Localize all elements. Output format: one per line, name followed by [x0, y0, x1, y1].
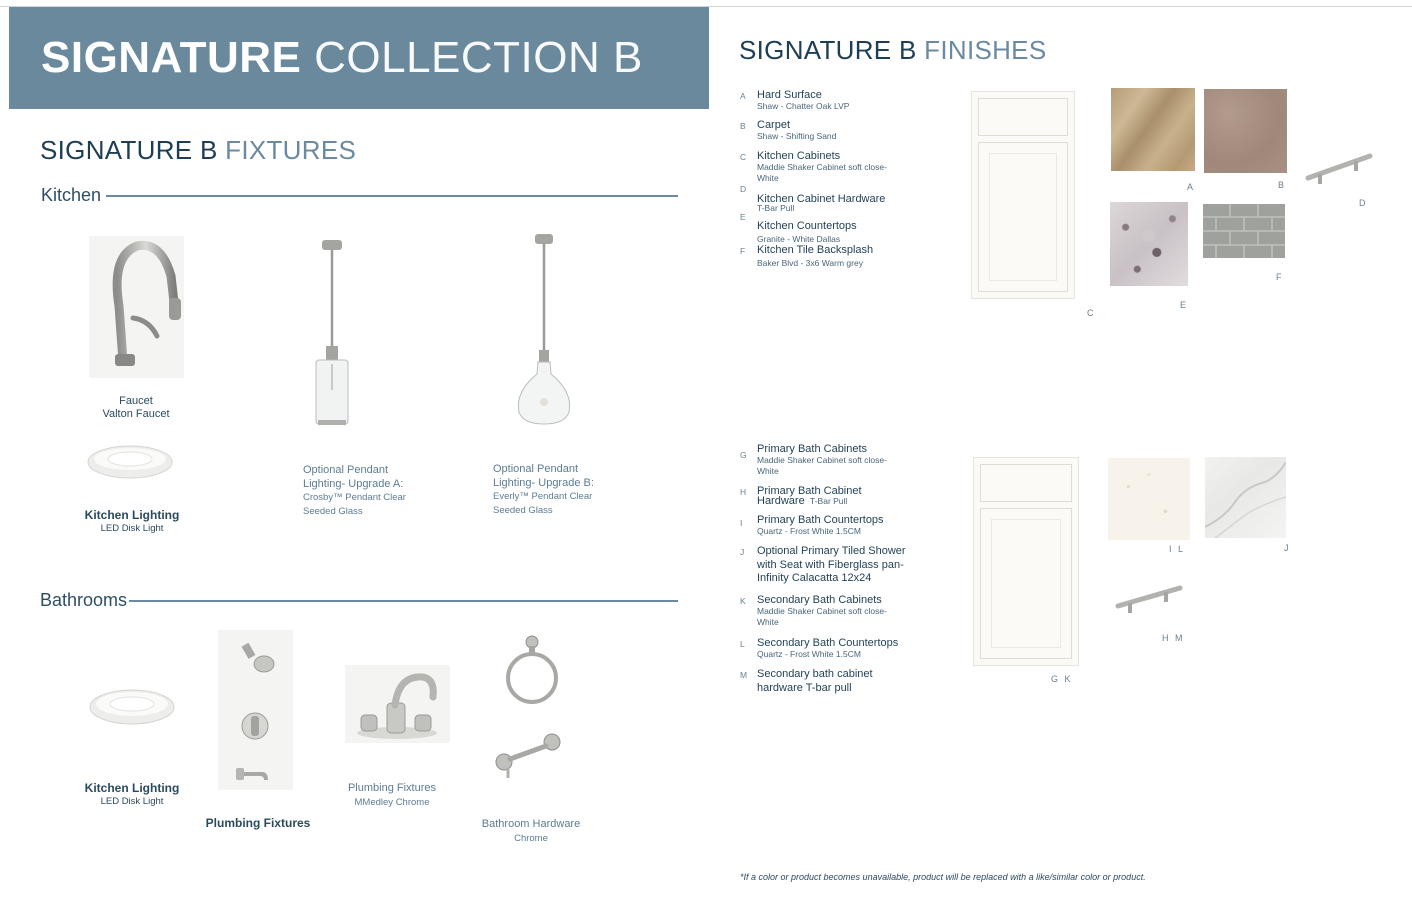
pendant-b-line2: Lighting- Upgrade B: — [493, 476, 594, 489]
swatch-calacatta-tile — [1205, 457, 1286, 538]
page-title — [41, 33, 643, 83]
finish-subtitle-2: White — [757, 466, 779, 476]
fixtures-title-bold: SIGNATURE B — [40, 135, 218, 165]
swatch-hard-surface — [1111, 88, 1195, 171]
kitchen-disk-light-image — [86, 440, 174, 480]
finish-subtitle: Maddie Shaker Cabinet soft close- — [757, 455, 887, 465]
finish-title: Kitchen Cabinets — [757, 150, 841, 162]
bath-lighting-caption — [66, 782, 198, 808]
finish-letter: D — [740, 184, 747, 194]
kitchen-rule — [106, 195, 678, 197]
pendant-cylinder-icon — [312, 240, 352, 430]
finishes-title-bold: SIGNATURE B — [739, 35, 917, 65]
plumbing-fixtures-caption-2 — [337, 782, 447, 809]
finish-title: Carpet — [757, 119, 791, 131]
drawer-front — [978, 98, 1068, 136]
finishes-title — [739, 35, 1046, 66]
page-title-bold: SIGNATURE — [41, 33, 302, 82]
bath-lighting-subtitle: LED Disk Light — [100, 796, 164, 807]
finish-letter: G — [740, 450, 747, 460]
bathroom-hardware-title: Bathroom Hardware — [481, 818, 581, 830]
plumbing-fixtures-subtitle-2: MMedley Chrome — [354, 796, 430, 808]
plumbing-fixtures-title-2: Plumbing Fixtures — [347, 782, 437, 794]
bathroom-hardware-subtitle: Chrome — [514, 832, 548, 844]
fixtures-title-light: FIXTURES — [225, 135, 357, 165]
finish-letter: L — [740, 639, 745, 649]
towel-ring-image — [500, 634, 564, 706]
finish-subtitle: T-Bar Pull — [757, 203, 795, 213]
swatch-label-f: F — [1276, 272, 1282, 282]
faucet-subtitle: Valton Faucet — [102, 408, 170, 420]
finish-item-j — [740, 545, 930, 587]
finish-subtitle: T-Bar Pull — [810, 496, 848, 506]
finish-subtitle-2: White — [757, 173, 779, 183]
towel-ring-icon — [500, 634, 564, 706]
disk-light-icon — [88, 684, 176, 726]
finish-letter: K — [740, 596, 746, 606]
tissue-holder-icon — [492, 726, 572, 782]
pendant-b-line3: Everly™ Pendant Clear — [493, 491, 593, 502]
pendant-bell-icon — [515, 234, 573, 426]
pendant-b-line4: Seeded Glass — [493, 504, 553, 516]
swatch-quartz-frost-white — [1108, 458, 1190, 540]
faucet-title: Faucet — [119, 395, 153, 407]
finish-letter: J — [740, 547, 745, 557]
finish-title: Primary Bath Cabinet — [757, 485, 862, 497]
pendant-a-line2: Lighting- Upgrade A: — [303, 477, 404, 490]
swatch-backsplash-tile — [1203, 204, 1285, 258]
swatch-label-d: D — [1359, 198, 1366, 208]
faucet-caption — [70, 395, 202, 421]
finish-subtitle: Maddie Shaker Cabinet soft close- — [757, 606, 887, 616]
swatch-label-c: C — [1087, 308, 1094, 318]
swatch-countertop-granite — [1110, 202, 1188, 286]
swatch-label-j: J — [1284, 543, 1289, 553]
drawer-front — [980, 464, 1072, 502]
kitchen-lighting-caption — [66, 509, 198, 535]
finish-subtitle: Shaw - Shifting Sand — [757, 131, 837, 141]
plumbing-fixtures-caption-1 — [193, 817, 323, 830]
finish-title: Secondary Bath Countertops — [757, 637, 899, 649]
finish-line-2: hardware T-bar pull — [757, 681, 852, 694]
swatch-label-a: A — [1187, 182, 1194, 192]
shower-fixtures-image — [218, 630, 293, 790]
bathrooms-heading: Bathrooms — [40, 590, 128, 610]
finish-subtitle: Quartz - Frost White 1.5CM — [757, 526, 861, 536]
marble-vein-icon — [1205, 457, 1286, 538]
pendant-a-line1: Optional Pendant — [303, 464, 389, 476]
finish-letter: A — [740, 91, 746, 101]
kitchen-cabinet-door-image — [971, 91, 1075, 299]
finish-title: Kitchen Cabinet Hardware — [757, 193, 886, 205]
finish-letter: C — [740, 152, 747, 162]
finish-letter: M — [740, 670, 748, 680]
pendant-b-line1: Optional Pendant — [493, 463, 579, 475]
finish-title: Kitchen Tile Backsplash — [757, 244, 874, 256]
finish-subtitle: Baker Blvd - 3x6 Warm grey — [757, 258, 863, 268]
pendant-a-caption — [303, 464, 406, 518]
finish-title-2: Hardware — [757, 495, 805, 507]
faucet-icon — [89, 236, 184, 378]
bath-faucet-icon — [345, 665, 450, 743]
finish-letter: H — [740, 487, 747, 497]
kitchen-tbar-pull-image — [1304, 150, 1374, 190]
kitchen-lighting-title: Kitchen Lighting — [84, 508, 180, 522]
tbar-pull-icon — [1114, 582, 1184, 618]
door-panel — [978, 142, 1068, 292]
bath-lighting-title: Kitchen Lighting — [84, 781, 180, 795]
bathrooms-rule — [129, 600, 678, 602]
plumbing-fixtures-title-1: Plumbing Fixtures — [205, 816, 311, 830]
finish-letter: E — [740, 212, 746, 222]
finish-title: Secondary Bath Cabinets — [757, 594, 882, 606]
swatch-label-e: E — [1180, 300, 1187, 310]
bath-cabinet-door-image — [973, 457, 1079, 666]
footnote: *If a color or product becomes unavailable, product will be replaced with a like/similar color or product. — [740, 872, 1146, 882]
kitchen-lighting-subtitle: LED Disk Light — [100, 523, 164, 534]
finish-title: Kitchen Countertops — [757, 220, 857, 232]
finish-title: Primary Bath Countertops — [757, 514, 884, 526]
finish-title: Hard Surface — [757, 89, 822, 101]
swatch-carpet — [1204, 89, 1287, 173]
door-panel — [980, 508, 1072, 659]
finishes-title-light: FINISHES — [924, 35, 1047, 65]
tissue-holder-image — [492, 726, 572, 782]
swatch-label-gk: G K — [1051, 674, 1071, 684]
pendant-a-line4: Seeded Glass — [303, 505, 363, 517]
shower-head-icon — [218, 630, 293, 790]
finish-line-2: with Seat with Fiberglass pan- — [757, 558, 904, 571]
finish-title: Primary Bath Cabinets — [757, 443, 868, 455]
pendant-b-caption — [493, 463, 594, 517]
fixtures-title — [40, 135, 356, 166]
finish-item-m — [740, 668, 930, 696]
finish-line-3: Infinity Calacatta 12x24 — [757, 572, 872, 584]
tbar-pull-icon — [1304, 150, 1374, 190]
faucet-image — [89, 236, 184, 378]
bath-tbar-pull-image — [1114, 582, 1184, 618]
finish-subtitle: Granite - White Dallas — [757, 234, 841, 244]
finish-subtitle: Quartz - Frost White 1.5CM — [757, 649, 861, 659]
finish-letter: F — [740, 246, 746, 256]
finish-subtitle: Shaw - Chatter Oak LVP — [757, 101, 850, 111]
disk-light-icon — [86, 440, 174, 480]
finish-line-1: Optional Primary Tiled Shower — [757, 545, 906, 557]
pendant-a-line3: Crosby™ Pendant Clear — [303, 492, 406, 503]
pendant-b-image — [515, 234, 573, 426]
finish-subtitle: Maddie Shaker Cabinet soft close- — [757, 162, 887, 172]
pendant-a-image — [312, 240, 352, 430]
page-title-light: COLLECTION B — [314, 33, 643, 82]
finish-letter: I — [740, 518, 743, 528]
bath-faucet-image — [345, 665, 450, 743]
bath-disk-light-image — [88, 684, 176, 726]
bathroom-hardware-caption — [471, 818, 591, 845]
finish-line-1: Secondary bath cabinet — [757, 668, 873, 680]
subway-tile-icon — [1203, 204, 1285, 258]
finish-letter: B — [740, 121, 746, 131]
swatch-label-il: I L — [1169, 544, 1184, 554]
swatch-label-hm: H M — [1162, 633, 1183, 643]
swatch-label-b: B — [1278, 180, 1285, 190]
kitchen-heading: Kitchen — [41, 185, 102, 205]
finish-subtitle-2: White — [757, 617, 779, 627]
